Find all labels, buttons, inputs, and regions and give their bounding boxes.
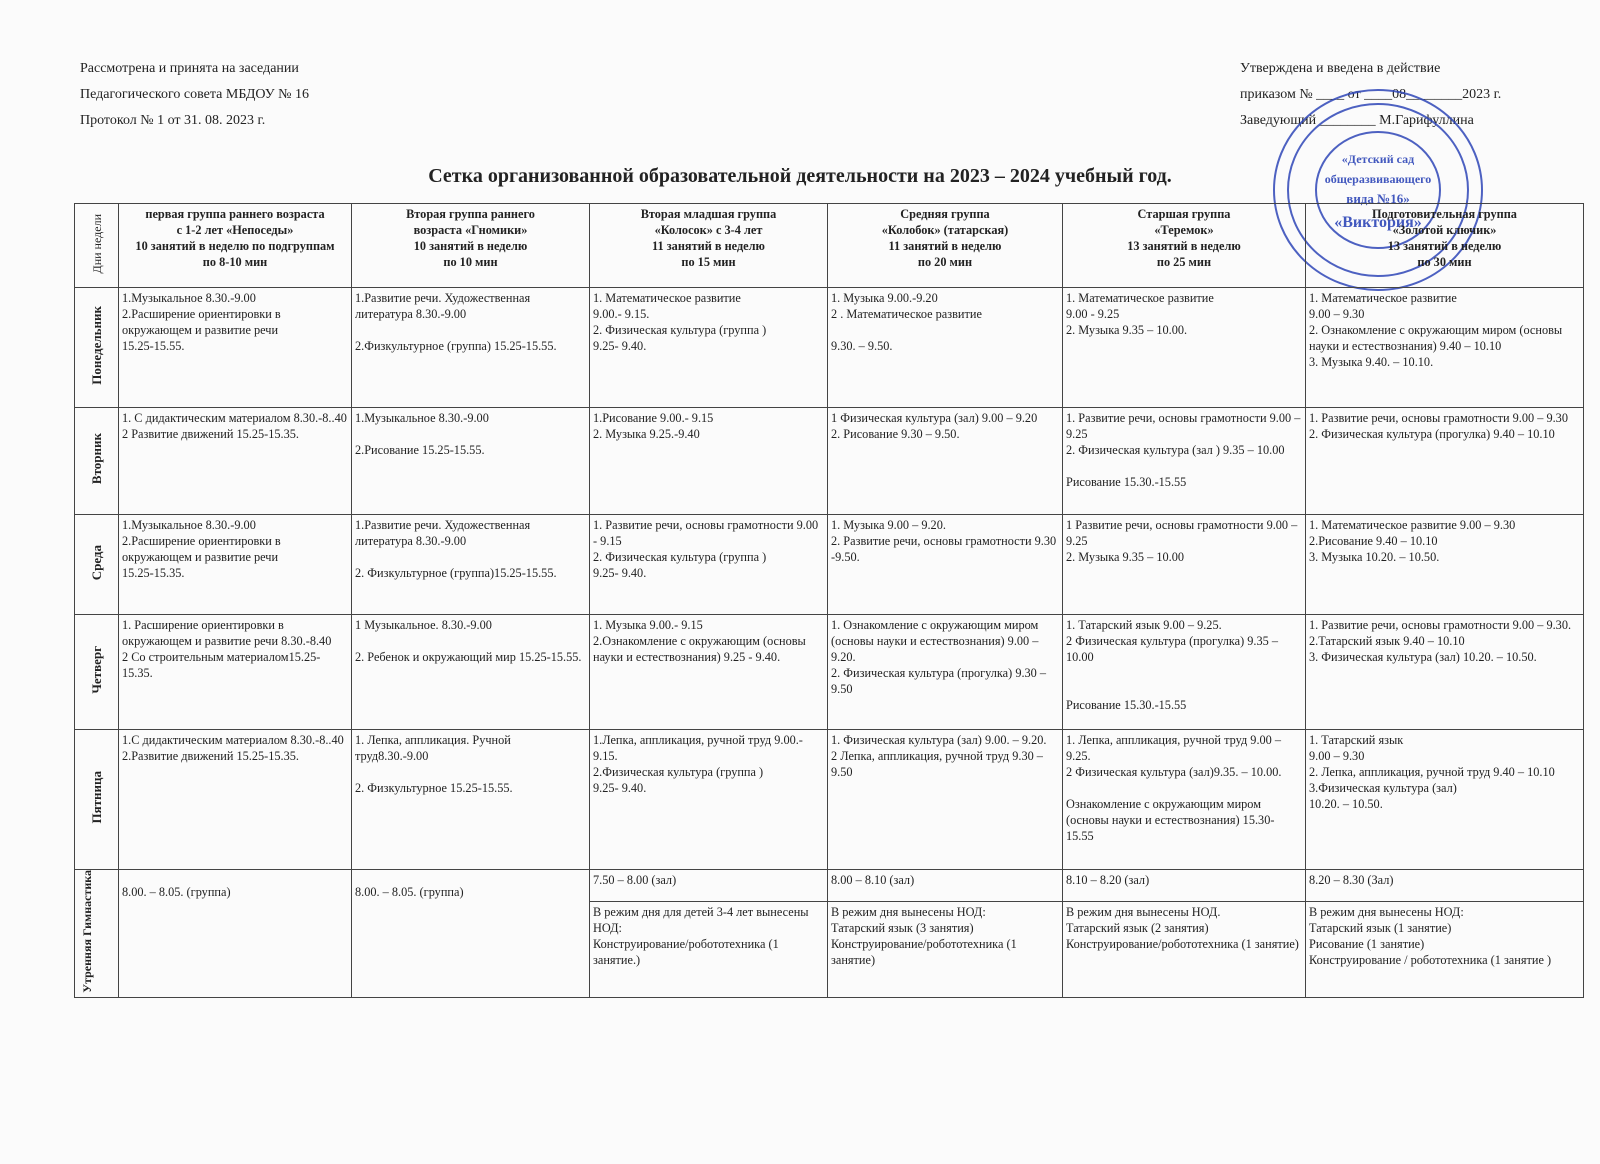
lesson-cell: 1 Развитие речи, основы грамотности 9.00 – 9.25 2. Музыка 9.35 – 10.00	[1063, 515, 1306, 615]
page-title: Сетка организованной образовательной деятельности на 2023 – 2024 учебный год.	[428, 165, 1172, 187]
lesson-cell: 1. Музыка 9.00 – 9.20. 2. Развитие речи, основы грамотности 9.30 -9.50.	[828, 515, 1063, 615]
lesson-cell: 1. Математическое развитие 9.00 – 9.30 2. Ознакомление с окружающим миром (основы науки и естествознания) 9.40 – 10.10 3. Музыка 9.40. – 10.10.	[1306, 288, 1584, 408]
approval-line: Педагогического совета МБДОУ № 16	[80, 87, 309, 102]
lesson-cell: 1. Лепка, аппликация. Ручной труд8.30.-9.00 2. Физкультурное 15.25-15.55.	[352, 730, 590, 870]
day-cell	[75, 515, 119, 615]
group-header: Старшая группа «Теремок» 13 занятий в неделю по 25 мин	[1063, 204, 1306, 288]
stamp-text: общеразвивающего	[1324, 172, 1432, 186]
stamp-text: «Виктория»	[1334, 214, 1422, 231]
gym-time-cell: 7.50 – 8.00 (зал)	[590, 870, 828, 902]
lesson-cell: 1. Математическое развитие 9.00 – 9.30 2.Рисование 9.40 – 10.10 3. Музыка 10.20. – 10.50.	[1306, 515, 1584, 615]
day-cell	[75, 730, 119, 870]
gym-time-cell: 8.00 – 8.10 (зал)	[828, 870, 1063, 902]
day-name: Четверг	[88, 646, 104, 694]
lesson-cell: 1. Развитие речи, основы грамотности 9.00 – 9.30 2. Физическая культура (прогулка) 9.40 – 10.10	[1306, 408, 1584, 515]
day-cell	[75, 408, 119, 515]
lesson-cell: 1. Татарский язык 9.00 – 9.30 2. Лепка, аппликация, ручной труд 9.40 – 10.10 3.Физическая культура (зал) 10.20. – 10.50.	[1306, 730, 1584, 870]
day-name: Пятница	[88, 771, 104, 824]
gym-time-cell: 8.10 – 8.20 (зал)	[1063, 870, 1306, 902]
stamp-text: «Детский сад	[1341, 152, 1415, 166]
stamp-text: вида №16»	[1346, 191, 1410, 206]
day-name: Понедельник	[88, 306, 104, 385]
group-header: Подготовительная группа «Золотой ключик» 13 занятий в неделю по 30 мин	[1306, 204, 1584, 288]
group-header: Вторая младшая группа «Колосок» с 3-4 лет 11 занятий в неделю по 15 мин	[590, 204, 828, 288]
day-name: Вторник	[88, 433, 104, 485]
lesson-cell: 1. Математическое развитие 9.00.- 9.15. 2. Физическая культура (группа ) 9.25- 9.40.	[590, 288, 828, 408]
group-header: Средняя группа «Колобок» (татарская) 11 занятий в неделю по 20 мин	[828, 204, 1063, 288]
days-label: Дни недели	[89, 213, 104, 274]
corner-cell	[75, 204, 119, 288]
group-header: Вторая группа раннего возраста «Гномики» 10 занятий в неделю по 10 мин	[352, 204, 590, 288]
lesson-cell: 1.Музыкальное 8.30.-9.00 2.Расширение ориентировки в окружающем и развитие речи 15.25-15.55.	[119, 288, 352, 408]
day-row	[75, 515, 1584, 615]
day-row	[75, 730, 1584, 870]
approval-line: Утверждена и введена в действие	[1240, 61, 1441, 76]
lesson-cell: 1.Лепка, аппликация, ручной труд 9.00.- 9.15. 2.Физическая культура (группа ) 9.25- 9.40.	[590, 730, 828, 870]
lesson-cell: 1.С дидактическим материалом 8.30.-8..40 2.Развитие движений 15.25-15.35.	[119, 730, 352, 870]
lesson-cell: 1. Математическое развитие 9.00 - 9.25 2. Музыка 9.35 – 10.00.	[1063, 288, 1306, 408]
lesson-cell: 1. Развитие речи, основы грамотности 9.00 – 9.30. 2.Татарский язык 9.40 – 10.10 3. Физическая культура (зал) 10.20. – 10.50.	[1306, 615, 1584, 730]
lesson-cell: 1.Рисование 9.00.- 9.15 2. Музыка 9.25.-9.40	[590, 408, 828, 515]
group-header: первая группа раннего возраста с 1-2 лет «Непоседы» 10 занятий в неделю по подгруппам по 8-10 мин	[119, 204, 352, 288]
regime-note-cell: В режим дня вынесены НОД: Татарский язык (3 занятия) Конструирование/робототехника (1 занятие)	[828, 902, 1063, 997]
regime-note-cell: В режим дня вынесены НОД: Татарский язык (1 занятие) Рисование (1 занятие) Конструирование / робототехника (1 занятие )	[1306, 902, 1584, 997]
approval-block-left	[80, 56, 309, 134]
lesson-cell: 1.Музыкальное 8.30.-9.00 2.Расширение ориентировки в окружающем и развитие речи 15.25-15.35.	[119, 515, 352, 615]
regime-note-cell: В режим дня вынесены НОД. Татарский язык (2 занятия) Конструирование/робототехника (1 занятие)	[1063, 902, 1306, 997]
schedule-table	[74, 203, 1584, 998]
day-name: Среда	[88, 544, 104, 581]
lesson-cell: 1 Музыкальное. 8.30.-9.00 2. Ребенок и окружающий мир 15.25-15.55.	[352, 615, 590, 730]
day-row	[75, 288, 1584, 408]
approval-line: Протокол № 1 от 31. 08. 2023 г.	[80, 113, 266, 128]
gym-time-cell: 8.00. – 8.05. (группа)	[352, 870, 590, 998]
day-cell	[75, 615, 119, 730]
day-name: Утренняя Гимнастика	[79, 870, 94, 993]
approval-line: Рассмотрена и принята на заседании	[80, 61, 299, 76]
approval-line: приказом № ____ от ____08________2023 г.	[1240, 87, 1502, 102]
approval-block-right	[1240, 56, 1501, 134]
approval-line: Заведующий ________ М.Гарифуллина	[1240, 113, 1474, 128]
day-cell	[75, 288, 119, 408]
lesson-cell: 1.Развитие речи. Художественная литература 8.30.-9.00 2.Физкультурное (группа) 15.25-15.55.	[352, 288, 590, 408]
lesson-cell: 1. Ознакомление с окружающим миром (основы науки и естествознания) 9.00 – 9.20. 2. Физическая культура (прогулка) 9.30 – 9.50	[828, 615, 1063, 730]
gym-time-cell: 8.00. – 8.05. (группа)	[119, 870, 352, 998]
regime-note-cell: В режим дня для детей 3-4 лет вынесены НОД: Конструирование/робототехника (1 занятие.)	[590, 902, 828, 997]
lesson-cell: 1 Физическая культура (зал) 9.00 – 9.20 2. Рисование 9.30 – 9.50.	[828, 408, 1063, 515]
lesson-cell: 1. Татарский язык 9.00 – 9.25. 2 Физическая культура (прогулка) 9.35 – 10.00 Рисование 15.30.-15.55	[1063, 615, 1306, 730]
lesson-cell: 1. Лепка, аппликация, ручной труд 9.00 – 9.25. 2 Физическая культура (зал)9.35. – 10.00. Ознакомление с окружающим миром (основы науки и естествознания) 15.30-15.55	[1063, 730, 1306, 870]
lesson-cell: 1. Развитие речи, основы грамотности 9.00 - 9.15 2. Физическая культура (группа ) 9.25- 9.40.	[590, 515, 828, 615]
lesson-cell: 1. С дидактическим материалом 8.30.-8..40 2 Развитие движений 15.25-15.35.	[119, 408, 352, 515]
lesson-cell: 1. Расширение ориентировки в окружающем и развитие речи 8.30.-8.40 2 Со строительным материалом15.25-15.35.	[119, 615, 352, 730]
lesson-cell: 1.Развитие речи. Художественная литература 8.30.-9.00 2. Физкультурное (группа)15.25-15.55.	[352, 515, 590, 615]
lesson-cell: 1. Развитие речи, основы грамотности 9.00 – 9.25 2. Физическая культура (зал ) 9.35 – 10.00 Рисование 15.30.-15.55	[1063, 408, 1306, 515]
header-row	[75, 204, 1584, 288]
gym-time-cell: 8.20 – 8.30 (Зал)	[1306, 870, 1584, 902]
lesson-cell: 1. Музыка 9.00.- 9.15 2.Ознакомление с окружающим (основы науки и естествознания) 9.25 - 9.40.	[590, 615, 828, 730]
day-cell	[75, 870, 119, 998]
gym-row	[75, 870, 1584, 902]
day-row	[75, 408, 1584, 515]
lesson-cell: 1.Музыкальное 8.30.-9.00 2.Рисование 15.25-15.55.	[352, 408, 590, 515]
lesson-cell: 1. Музыка 9.00.-9.20 2 . Математическое развитие 9.30. – 9.50.	[828, 288, 1063, 408]
day-row	[75, 615, 1584, 730]
lesson-cell: 1. Физическая культура (зал) 9.00. – 9.20. 2 Лепка, аппликация, ручной труд 9.30 – 9.50	[828, 730, 1063, 870]
